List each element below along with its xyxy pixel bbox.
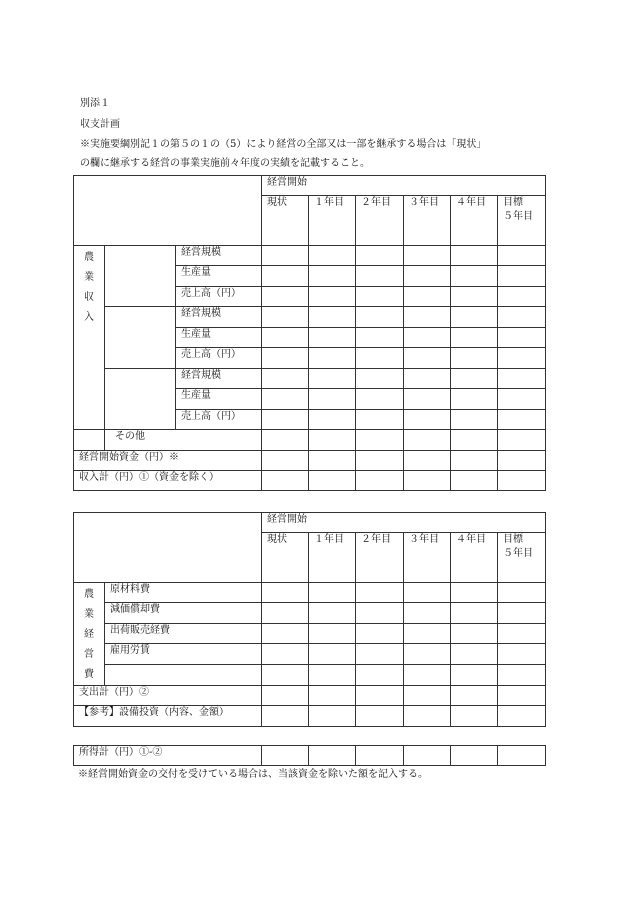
table-cell[interactable] — [451, 706, 498, 727]
side-char: 業 — [84, 609, 94, 620]
side-char: 入 — [84, 312, 94, 323]
table-cell[interactable] — [451, 328, 498, 348]
table-cell[interactable] — [262, 665, 309, 686]
table-cell[interactable] — [309, 644, 356, 665]
item-production: 生産量 — [176, 389, 262, 410]
table-cell[interactable] — [498, 624, 546, 644]
col-current: 現状 — [262, 533, 309, 583]
table-cell[interactable] — [451, 451, 498, 471]
expense-table — [73, 512, 546, 727]
table-cell[interactable] — [404, 603, 451, 624]
table-cell[interactable] — [404, 706, 451, 727]
col-target-label: 目標 — [503, 534, 523, 545]
start-group-header: 経営開始 — [262, 513, 546, 533]
table-cell[interactable] — [451, 389, 498, 410]
document-title: 収支計画 — [80, 119, 120, 130]
col-target-year5: ５年目 — [503, 211, 533, 222]
table-cell[interactable] — [309, 624, 356, 644]
col-year2: ２年目 — [356, 196, 404, 246]
table-cell[interactable] — [404, 746, 451, 766]
table-cell[interactable] — [498, 410, 546, 430]
table-cell[interactable] — [451, 410, 498, 430]
expense-item: 雇用労賃 — [105, 644, 262, 665]
table-cell[interactable] — [356, 348, 404, 369]
table-cell[interactable] — [309, 389, 356, 410]
table-cell[interactable] — [404, 307, 451, 328]
table-cell[interactable] — [451, 348, 498, 369]
table-cell[interactable] — [451, 644, 498, 665]
col-year3: ３年目 — [404, 533, 451, 583]
table-cell[interactable] — [498, 328, 546, 348]
table-cell[interactable] — [262, 266, 309, 287]
table-cell[interactable] — [451, 665, 498, 686]
table-cell[interactable] — [451, 624, 498, 644]
col-year3: ３年目 — [404, 196, 451, 246]
table-cell[interactable] — [404, 328, 451, 348]
header-blank — [74, 176, 262, 246]
table-cell[interactable] — [356, 665, 404, 686]
row-income-result: 所得計（円）①-② — [74, 746, 262, 766]
table-cell[interactable] — [262, 328, 309, 348]
table-cell[interactable] — [309, 348, 356, 369]
table-cell[interactable] — [404, 583, 451, 603]
table-cell[interactable] — [356, 328, 404, 348]
table-cell[interactable] — [498, 706, 546, 727]
table-cell[interactable] — [309, 471, 356, 491]
item-sales: 売上高（円） — [176, 348, 262, 369]
table-cell[interactable] — [498, 287, 546, 307]
table-cell[interactable] — [356, 369, 404, 389]
table-cell[interactable] — [262, 603, 309, 624]
table-cell[interactable] — [309, 246, 356, 266]
table-cell[interactable] — [356, 410, 404, 430]
table-cell[interactable] — [451, 583, 498, 603]
table-cell[interactable] — [262, 471, 309, 491]
table-cell[interactable] — [309, 410, 356, 430]
table-cell[interactable] — [498, 389, 546, 410]
side-char: 農 — [84, 252, 94, 263]
table-cell[interactable] — [451, 430, 498, 451]
table-cell[interactable] — [404, 287, 451, 307]
table-cell[interactable] — [451, 603, 498, 624]
col-year4: ４年目 — [451, 196, 498, 246]
table-cell[interactable] — [498, 644, 546, 665]
item-sales: 売上高（円） — [176, 287, 262, 307]
row-reference-investment: 【参考】設備投資（内容、金額） — [74, 706, 262, 727]
expense-item-blank[interactable] — [105, 665, 262, 686]
table-cell[interactable] — [309, 266, 356, 287]
side-char: 農 — [84, 589, 94, 600]
crop-name-cell[interactable] — [105, 246, 176, 307]
row-expense-total: 支出計（円）② — [74, 686, 262, 706]
row-income-total: 収入計（円）①（資金を除く） — [74, 471, 262, 491]
table-cell[interactable] — [262, 287, 309, 307]
table-cell[interactable] — [309, 746, 356, 766]
table-cell[interactable] — [498, 603, 546, 624]
table-cell[interactable] — [498, 266, 546, 287]
table-cell[interactable] — [404, 389, 451, 410]
table-cell[interactable] — [356, 603, 404, 624]
table-cell[interactable] — [356, 624, 404, 644]
table-cell[interactable] — [404, 644, 451, 665]
table-cell[interactable] — [262, 451, 309, 471]
table-cell[interactable] — [356, 430, 404, 451]
table-cell[interactable] — [309, 451, 356, 471]
table-cell[interactable] — [262, 706, 309, 727]
table-cell[interactable] — [262, 348, 309, 369]
crop-name-cell[interactable] — [105, 307, 176, 369]
col-year1: １年目 — [309, 196, 356, 246]
side-char: 営 — [84, 649, 94, 660]
row-other: その他 — [105, 430, 262, 451]
row-start-funds: 経営開始資金（円）※ — [74, 451, 262, 471]
table-cell[interactable] — [262, 430, 309, 451]
agri-expense-label — [74, 583, 105, 686]
table-cell[interactable] — [262, 307, 309, 328]
item-scale: 経営規模 — [176, 246, 262, 266]
table-cell[interactable] — [404, 624, 451, 644]
table-cell[interactable] — [262, 746, 309, 766]
table-cell[interactable] — [356, 451, 404, 471]
table-cell[interactable] — [356, 246, 404, 266]
income-table — [73, 175, 546, 491]
table-cell[interactable] — [356, 307, 404, 328]
table-cell[interactable] — [262, 644, 309, 665]
table-cell[interactable] — [451, 307, 498, 328]
col-current: 現状 — [262, 196, 309, 246]
crop-name-cell[interactable] — [105, 369, 176, 430]
expense-item: 出荷販売経費 — [105, 624, 262, 644]
table-cell[interactable] — [356, 686, 404, 706]
table-cell[interactable] — [262, 369, 309, 389]
table-cell[interactable] — [451, 287, 498, 307]
table-cell[interactable] — [262, 686, 309, 706]
table-cell[interactable] — [356, 389, 404, 410]
table-cell[interactable] — [498, 471, 546, 491]
table-cell[interactable] — [498, 451, 546, 471]
table-cell[interactable] — [309, 686, 356, 706]
col-year2: ２年目 — [356, 533, 404, 583]
table-cell[interactable] — [356, 471, 404, 491]
table-cell[interactable] — [451, 686, 498, 706]
item-production: 生産量 — [176, 266, 262, 287]
item-sales: 売上高（円） — [176, 410, 262, 430]
table-cell[interactable] — [309, 665, 356, 686]
table-cell[interactable] — [309, 328, 356, 348]
col-target — [498, 196, 546, 246]
item-scale: 経営規模 — [176, 369, 262, 389]
table-cell[interactable] — [356, 706, 404, 727]
agri-income-label — [74, 246, 105, 430]
table-cell[interactable] — [356, 644, 404, 665]
table-cell[interactable] — [451, 246, 498, 266]
vertical-blank — [74, 430, 105, 451]
note-line-2: の欄に継承する経営の事業実施前々年度の実績を記載すること。 — [80, 158, 370, 169]
col-year1: １年目 — [309, 533, 356, 583]
side-char: 経 — [84, 629, 94, 640]
table-cell[interactable] — [262, 389, 309, 410]
table-cell[interactable] — [498, 665, 546, 686]
table-cell[interactable] — [498, 369, 546, 389]
table-cell[interactable] — [498, 348, 546, 369]
table-cell[interactable] — [404, 369, 451, 389]
attachment-label: 別添１ — [80, 98, 110, 109]
item-production: 生産量 — [176, 328, 262, 348]
table-cell[interactable] — [262, 583, 309, 603]
item-scale: 経営規模 — [176, 307, 262, 328]
table-cell[interactable] — [498, 246, 546, 266]
table-cell[interactable] — [498, 430, 546, 451]
table-cell[interactable] — [309, 583, 356, 603]
table-cell[interactable] — [309, 430, 356, 451]
table-cell[interactable] — [356, 266, 404, 287]
table-cell[interactable] — [309, 307, 356, 328]
side-char: 収 — [84, 292, 94, 303]
table-cell[interactable] — [451, 266, 498, 287]
table-cell[interactable] — [404, 410, 451, 430]
table-cell[interactable] — [404, 430, 451, 451]
note-line-1: ※実施要綱別記１の第５の１の（5）により経営の全部又は一部を継承する場合は「現状」 — [80, 139, 487, 150]
table-cell[interactable] — [404, 266, 451, 287]
table-cell[interactable] — [356, 287, 404, 307]
table-cell[interactable] — [262, 410, 309, 430]
table-cell[interactable] — [498, 686, 546, 706]
table-cell[interactable] — [309, 369, 356, 389]
header-blank — [74, 513, 262, 583]
table-cell[interactable] — [404, 348, 451, 369]
expense-item: 減価償却費 — [105, 603, 262, 624]
expense-item: 原材料費 — [105, 583, 262, 603]
side-char: 費 — [84, 669, 94, 680]
side-char: 業 — [84, 272, 94, 283]
table-cell[interactable] — [498, 746, 546, 766]
table-cell[interactable] — [309, 287, 356, 307]
table-cell[interactable] — [498, 583, 546, 603]
table-cell[interactable] — [451, 471, 498, 491]
table-cell[interactable] — [356, 746, 404, 766]
table-cell[interactable] — [404, 246, 451, 266]
income-result-table — [73, 745, 546, 766]
start-group-header: 経営開始 — [262, 176, 546, 196]
table-cell[interactable] — [309, 706, 356, 727]
table-cell[interactable] — [404, 686, 451, 706]
table-cell[interactable] — [498, 307, 546, 328]
table-cell[interactable] — [356, 583, 404, 603]
table-cell[interactable] — [262, 624, 309, 644]
table-cell[interactable] — [404, 451, 451, 471]
col-target-label: 目標 — [503, 197, 523, 208]
table-cell[interactable] — [451, 369, 498, 389]
col-year4: ４年目 — [451, 533, 498, 583]
footer-note: ※経営開始資金の交付を受けている場合は、当該資金を除いた額を記入する。 — [78, 769, 428, 780]
table-cell[interactable] — [451, 746, 498, 766]
col-target — [498, 533, 546, 583]
table-cell[interactable] — [309, 603, 356, 624]
col-target-year5: ５年目 — [503, 548, 533, 559]
table-cell[interactable] — [262, 246, 309, 266]
table-cell[interactable] — [404, 471, 451, 491]
table-cell[interactable] — [404, 665, 451, 686]
